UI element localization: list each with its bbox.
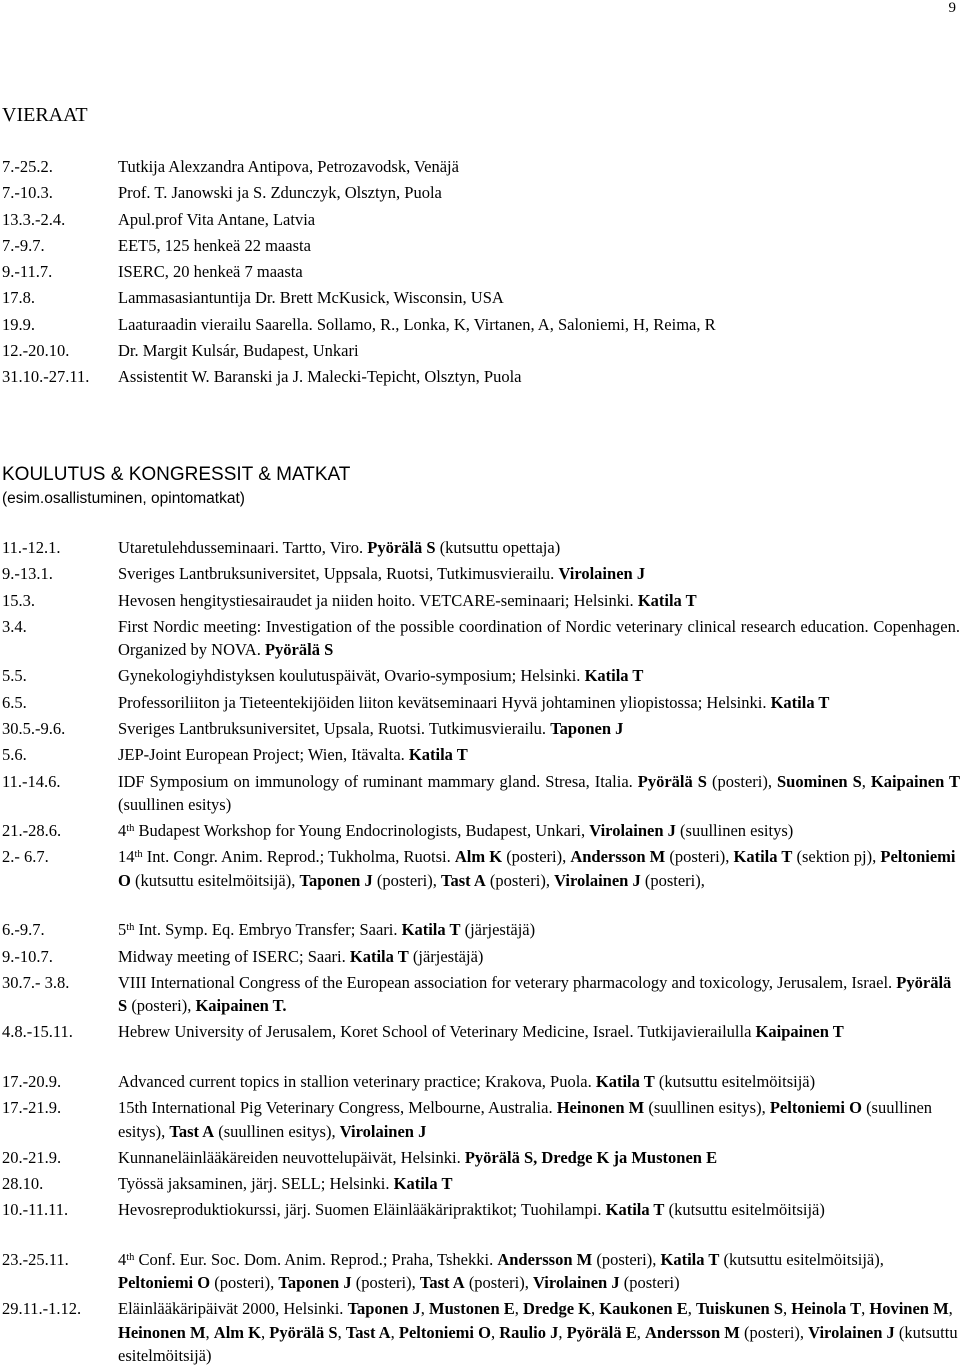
entry-date: 17.8.	[2, 288, 35, 308]
entry-text	[118, 945, 960, 969]
entry-text-part: Työssä jaksaminen, järj. SELL; Helsinki.	[118, 1174, 394, 1194]
entry-text-part: (järjestäjä)	[460, 920, 536, 940]
entry-text-part: Advanced current topics in stallion veterinary practice; Krakova, Puola.	[118, 1071, 596, 1091]
person-name: Raulio J	[499, 1322, 559, 1342]
section-subtitle: (esim.osallistuminen, opintomatkat)	[2, 490, 245, 507]
person-name: Katila T	[349, 946, 409, 966]
person-name: Kaipainen T.	[195, 996, 287, 1016]
entry-text-part: (kutsuttu esitelmöitsijä)	[118, 1322, 958, 1366]
person-name: Peltoniemi O	[769, 1098, 862, 1118]
training-entry	[0, 1248, 960, 1298]
entry-text-part: ,	[861, 771, 871, 791]
person-name: Suominen S	[776, 771, 862, 791]
training-entry	[0, 536, 960, 562]
training-entry	[0, 945, 960, 971]
person-name: Katila T	[660, 1249, 720, 1269]
ordinal-suffix: th	[126, 823, 135, 835]
entry-text-part: Utaretulehdusseminaari. Tartto, Viro.	[118, 538, 368, 557]
entry-date: 11.-12.1.	[2, 538, 61, 557]
training-entry	[0, 691, 960, 717]
entry-text-part: (kutsuttu esitelmöitsijä)	[664, 1200, 825, 1220]
entry-text-part: ,	[591, 1299, 600, 1319]
entry-text-part: First Nordic meeting: Investigation of the possible coordination of Nordic veterinary clinical research education. Copenhagen. Organized by NOVA.	[118, 616, 960, 660]
entry-text: Tutkija Alexzandra Antipova, Petrozavodsk, Venäjä	[118, 157, 459, 176]
entry-text	[118, 770, 960, 817]
entry-text-part: Budapest Workshop for Young Endocrinologists, Budapest, Unkari,	[134, 821, 590, 841]
entry-text-part: Hebrew University of Jerusalem, Koret School of Veterinary Medicine, Israel. Tutkijavierailulla	[118, 1022, 756, 1042]
entry-text-part: ,	[205, 1322, 214, 1342]
ordinal-suffix: th	[126, 1251, 135, 1263]
entry-text	[118, 1096, 960, 1143]
person-name: Tast A	[345, 1322, 391, 1342]
entry-date: 9.-11.7.	[2, 262, 53, 282]
training-entry	[0, 589, 960, 615]
person-name: Taponen J	[299, 870, 373, 890]
entry-text-part: ,	[783, 1299, 792, 1319]
entry-text	[118, 717, 960, 741]
person-name: Alm K	[213, 1322, 262, 1342]
entry-text-part: Eläinlääkäripäivät 2000, Helsinki.	[118, 1299, 348, 1319]
entry-text-part: 15th International Pig Veterinary Congress, Melbourne, Australia.	[118, 1098, 557, 1118]
visitor-entry	[0, 365, 960, 391]
entry-text-part: ,	[490, 1322, 500, 1342]
training-entry	[0, 770, 960, 820]
entry-text: Lammasasiantuntija Dr. Brett McKusick, Wisconsin, USA	[118, 288, 504, 308]
person-name: Hovinen M	[869, 1299, 949, 1319]
entry-text-part: JEP-Joint European Project; Wien, Itävalta.	[118, 745, 409, 765]
entry-text-part: (posteri),	[210, 1273, 279, 1293]
person-name: Taponen J	[347, 1299, 421, 1319]
entry-date: 7.-9.7.	[2, 235, 45, 255]
entry-text-part: (posteri),	[706, 771, 777, 791]
entry-text-part: ,	[390, 1322, 399, 1342]
entry-date: 30.7.- 3.8.	[2, 972, 70, 992]
person-name: Katila T	[401, 920, 461, 940]
entry-text	[118, 1198, 960, 1222]
visitor-entry	[0, 339, 960, 365]
entry-text	[118, 691, 960, 715]
person-name: Heinonen M	[556, 1098, 645, 1118]
person-name: Pyörälä S	[118, 972, 952, 1016]
visitor-entry	[0, 313, 960, 339]
entry-text-part: Hevosen hengitystiesairaudet ja niiden hoito. VETCARE-seminaari; Helsinki.	[118, 590, 638, 610]
section-heading-vieraat: VIERAAT	[2, 104, 88, 126]
entry-text-part: ,	[687, 1299, 696, 1319]
entry-text-part: (posteri),	[464, 1273, 533, 1293]
person-name: Virolainen J	[339, 1121, 427, 1141]
section-heading-koulutus: KOULUTUS & KONGRESSIT & MATKAT	[2, 464, 351, 485]
entry-date: 4.8.-15.11.	[2, 1022, 73, 1042]
person-name: Virolainen J	[554, 870, 641, 890]
entry-text	[118, 589, 960, 613]
person-name: Katila T	[637, 590, 697, 610]
entry-text-part: 4	[118, 821, 127, 841]
person-name: Kaipainen T	[755, 1022, 844, 1042]
entry-date: 29.11.-1.12.	[2, 1299, 82, 1319]
entry-text-part: 14	[118, 847, 135, 867]
training-entry	[0, 615, 960, 665]
entry-text-part: (posteri),	[502, 847, 571, 867]
entry-text-part: Professoriliiton ja Tieteentekijöiden liiton kevätseminaari Hyvä johtaminen yliopistossa; Helsinki.	[118, 692, 771, 712]
training-entry	[0, 918, 960, 944]
entry-date: 30.5.-9.6.	[2, 718, 66, 738]
entry-text-part: (suullinen esitys)	[118, 795, 232, 815]
person-name: Tuiskunen S	[696, 1299, 784, 1319]
entry-date: 2.- 6.7.	[2, 847, 49, 867]
person-name: Kaipainen T	[870, 771, 960, 791]
entry-text-part: (suullinen esitys),	[118, 1098, 933, 1141]
entry-text: Dr. Margit Kulsár, Budapest, Unkari	[118, 341, 359, 361]
entry-text	[118, 562, 960, 586]
ordinal-suffix: th	[126, 922, 135, 934]
entry-text: Prof. T. Janowski ja S. Zdunczyk, Olsztyn, Puola	[118, 183, 442, 203]
entry-text	[118, 536, 960, 560]
entry-text-part: ,	[261, 1322, 270, 1342]
entry-text	[118, 819, 960, 843]
entry-text-part: 5	[118, 920, 127, 940]
entry-text-part: ,	[861, 1299, 870, 1319]
person-name: Peltoniemi O	[118, 847, 956, 890]
training-entry	[0, 1020, 960, 1070]
entry-date: 11.-14.6.	[2, 771, 61, 791]
entry-date: 9.-13.1.	[2, 564, 53, 584]
entry-date: 17.-20.9.	[2, 1071, 62, 1091]
entry-text-part: IDF Symposium on immunology of ruminant mammary gland. Stresa, Italia.	[118, 771, 638, 791]
person-name: Mustonen E	[429, 1299, 515, 1319]
entry-text-part: (posteri),	[372, 870, 441, 890]
training-entry	[0, 1146, 960, 1172]
person-name: Peltoniemi O	[118, 1273, 211, 1293]
entry-text	[118, 615, 960, 662]
entry-text-part: (suullinen esitys)	[675, 821, 794, 841]
entry-date: 28.10.	[2, 1174, 44, 1194]
entry-text-part: (suullinen esitys),	[214, 1121, 340, 1141]
training-entry	[0, 845, 960, 918]
entry-date: 12.-20.10.	[2, 341, 70, 361]
entry-date: 21.-28.6.	[2, 821, 62, 841]
entry-text-part: ,	[636, 1322, 645, 1342]
person-name: Dredge K	[523, 1299, 591, 1319]
visitor-entry	[0, 234, 960, 260]
training-entry	[0, 819, 960, 845]
training-entry	[0, 743, 960, 769]
entry-text-part: (posteri),	[665, 847, 734, 867]
entry-text	[118, 918, 960, 942]
entry-text-part: Midway meeting of ISERC; Saari.	[118, 946, 350, 966]
entry-text-part: Sveriges Lantbruksuniversitet, Uppsala, Ruotsi, Tutkimusvierailu.	[118, 564, 559, 584]
entry-date: 23.-25.11.	[2, 1249, 69, 1269]
entry-text-part: ,	[558, 1322, 567, 1342]
ordinal-suffix: th	[134, 849, 143, 861]
entry-text-part: (posteri),	[640, 870, 705, 890]
entry-text-part: 4	[118, 1249, 127, 1269]
entry-text: EET5, 125 henkeä 22 maasta	[118, 235, 311, 255]
entry-text-part: Int. Congr. Anim. Reprod.; Tukholma, Ruotsi.	[142, 847, 455, 867]
person-name: Heinola T	[791, 1299, 862, 1319]
person-name: Katila T	[605, 1200, 665, 1220]
entry-date: 9.-10.7.	[2, 946, 53, 966]
person-name: Peltoniemi O	[398, 1322, 491, 1342]
person-name: Andersson M	[570, 847, 666, 867]
entry-text	[118, 1172, 960, 1196]
person-name: Virolainen J	[558, 564, 646, 584]
entry-text-part: (posteri),	[485, 870, 555, 890]
entry-text-part: VIII International Congress of the European association for veterary pharmacology and toxicology, Jerusalem, Israel.	[118, 972, 897, 992]
visitors-list	[0, 155, 960, 392]
entry-text: ISERC, 20 henkeä 7 maasta	[118, 262, 303, 282]
entry-text-part: ,	[337, 1322, 346, 1342]
entry-text	[118, 743, 960, 767]
entry-date: 7.-25.2.	[2, 157, 53, 176]
entry-date: 13.3.-2.4.	[2, 209, 66, 229]
person-name: Katila T	[733, 847, 793, 867]
person-name: Virolainen J	[808, 1322, 895, 1342]
entry-text-part: (sektion pj),	[792, 847, 881, 867]
entry-text-part: Kunnaneläinlääkäreiden neuvottelupäivät, Helsinki.	[118, 1147, 465, 1167]
entry-text-part: (posteri),	[592, 1249, 661, 1269]
person-name: Andersson M	[497, 1249, 593, 1269]
visitor-entry	[0, 181, 960, 207]
entry-text-part: Sveriges Lantbruksuniversitet, Upsala, Ruotsi. Tutkimusvierailu.	[118, 718, 551, 738]
visitor-entry	[0, 155, 960, 181]
entry-date: 19.9.	[2, 314, 35, 334]
entry-text-part: ,	[948, 1299, 953, 1319]
training-entry	[0, 1198, 960, 1248]
entry-date: 5.5.	[2, 666, 27, 686]
person-name: Alm K	[454, 847, 503, 867]
person-name: Taponen J	[550, 718, 624, 738]
entry-text	[118, 845, 960, 892]
person-name: Pyörälä S, Dredge K ja Mustonen E	[464, 1147, 718, 1167]
training-entry	[0, 1172, 960, 1198]
training-entry	[0, 971, 960, 1021]
entry-text	[118, 1248, 960, 1295]
person-name: Tast A	[441, 870, 486, 890]
person-name: Tast A	[419, 1273, 465, 1293]
person-name: Pyörälä S	[637, 771, 707, 791]
training-entry	[0, 1096, 960, 1146]
entry-date: 15.3.	[2, 590, 35, 610]
training-list	[0, 536, 960, 1370]
entry-date: 3.4.	[2, 616, 27, 636]
person-name: Andersson M	[644, 1322, 740, 1342]
entry-text-part: Int. Symp. Eq. Embryo Transfer; Saari.	[134, 920, 402, 940]
entry-text-part: Hevosreproduktiokurssi, järj. Suomen Eläinlääkäripraktikot; Tuohilampi.	[118, 1200, 606, 1220]
training-entry	[0, 664, 960, 690]
entry-text-part: (suullinen esitys),	[644, 1098, 770, 1118]
person-name: Katila T	[393, 1174, 453, 1194]
training-entry	[0, 1070, 960, 1096]
person-name: Virolainen J	[589, 821, 676, 841]
person-name: Pyörälä S	[367, 538, 436, 557]
entry-text-part: (posteri),	[127, 996, 196, 1016]
entry-date: 6.5.	[2, 692, 27, 712]
entry-text-part: Gynekologiyhdistyksen koulutuspäivät, Ovario-symposium; Helsinki.	[118, 666, 585, 686]
person-name: Katila T	[584, 666, 644, 686]
entry-text	[118, 1020, 960, 1044]
entry-text-part: (kutsuttu esitelmöitsijä)	[654, 1071, 816, 1091]
entry-text-part: (posteri),	[351, 1273, 420, 1293]
entry-text-part: ,	[420, 1299, 430, 1319]
training-entry	[0, 1297, 960, 1370]
entry-date: 6.-9.7.	[2, 920, 45, 940]
entry-text-part: (kutsuttu esitelmöitsijä),	[130, 870, 300, 890]
entry-text: Assistentit W. Baranski ja J. Malecki-Tepicht, Olsztyn, Puola	[118, 367, 522, 387]
entry-date: 31.10.-27.11.	[2, 367, 90, 387]
person-name: Heinonen M	[118, 1322, 206, 1342]
person-name: Pyörälä S	[264, 640, 334, 660]
entry-text	[118, 1070, 960, 1094]
entry-date: 5.6.	[2, 745, 27, 765]
person-name: Pyörälä S	[269, 1322, 338, 1342]
entry-text-part: (posteri)	[619, 1273, 680, 1293]
entry-date: 7.-10.3.	[2, 183, 53, 203]
person-name: Pyörälä E	[566, 1322, 637, 1342]
person-name: Virolainen J	[532, 1273, 620, 1293]
entry-text-part: ,	[514, 1299, 524, 1319]
training-entry	[0, 717, 960, 743]
person-name: Katila T	[770, 692, 830, 712]
entry-text	[118, 1146, 960, 1170]
visitor-entry	[0, 286, 960, 312]
entry-text-part: (kutsuttu esitelmöitsijä),	[719, 1249, 884, 1269]
person-name: Taponen J	[278, 1273, 352, 1293]
entry-date: 10.-11.11.	[2, 1200, 69, 1220]
visitor-entry	[0, 260, 960, 286]
entry-text: Laaturaadin vierailu Saarella. Sollamo, R., Lonka, K, Virtanen, A, Saloniemi, H, Reima, R	[118, 314, 716, 334]
person-name: Tast A	[169, 1121, 215, 1141]
entry-text-part: (järjestäjä)	[408, 946, 484, 966]
person-name: Katila T	[408, 745, 468, 765]
entry-date: 17.-21.9.	[2, 1098, 62, 1118]
page-number: 9	[948, 0, 956, 16]
training-entry	[0, 562, 960, 588]
person-name: Kaukonen E	[599, 1299, 688, 1319]
entry-text	[118, 664, 960, 688]
entry-date: 20.-21.9.	[2, 1147, 62, 1167]
person-name: Katila T	[595, 1071, 655, 1091]
visitor-entry	[0, 208, 960, 234]
entry-text	[118, 971, 960, 1018]
entry-text-part: (posteri),	[739, 1322, 809, 1342]
entry-text-part: (kutsuttu opettaja)	[435, 538, 561, 557]
entry-text: Apul.prof Vita Antane, Latvia	[118, 209, 316, 229]
entry-text	[118, 1297, 960, 1368]
entry-text-part: Conf. Eur. Soc. Dom. Anim. Reprod.; Praha, Tshekki.	[134, 1249, 498, 1269]
